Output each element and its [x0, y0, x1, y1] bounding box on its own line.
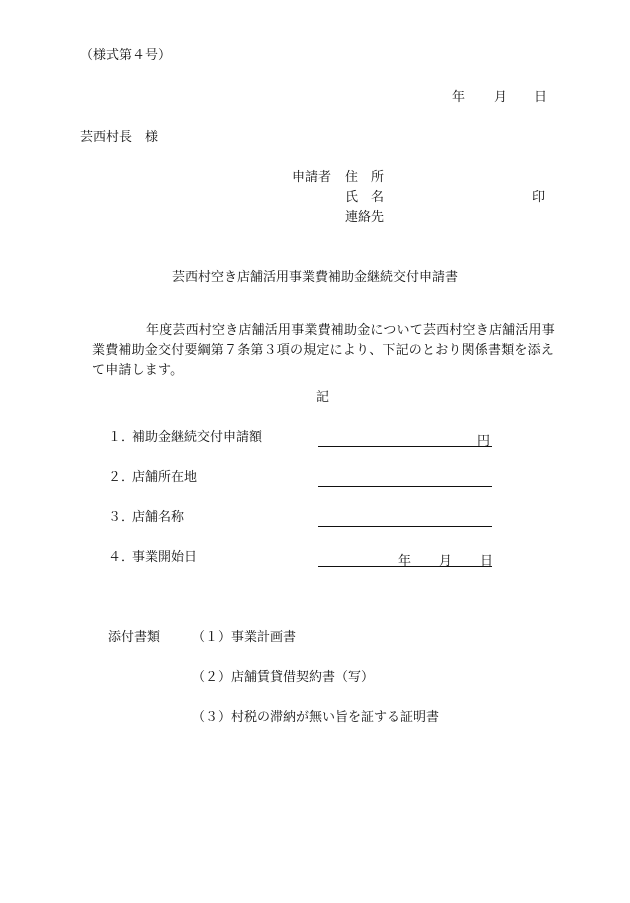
attachment-item: （２）店舗賃貸借契約書（写） — [192, 670, 375, 685]
name-label: 氏 名 — [345, 190, 385, 205]
item-number: １． — [108, 430, 135, 445]
date-year-label: 年 — [452, 90, 466, 105]
item-label-business-start-date: 事業開始日 — [132, 550, 198, 565]
applicant-label: 申請者 — [292, 170, 332, 185]
ki-heading: 記 — [316, 390, 330, 405]
attachment-item: （１）事業計画書 — [192, 630, 297, 645]
attachment-item: （３）村税の滞納が無い旨を証する証明書 — [192, 710, 440, 725]
store-name-field[interactable] — [318, 510, 492, 527]
body-paragraph: 年度芸西村空き店舗活用事業費補助金について芸西村空き店舗活用事業費補助金交付要綱第７条第３項の規定により、下記のとおり関係書類を添えて申請します。 — [92, 323, 555, 378]
start-day-label: 日 — [480, 554, 494, 569]
item-number: ３． — [108, 510, 135, 525]
seal-mark: 印 — [532, 190, 546, 205]
item-number: ２． — [108, 470, 135, 485]
start-month-label: 月 — [439, 554, 453, 569]
item-label-store-name: 店舗名称 — [132, 510, 185, 525]
contact-label: 連絡先 — [345, 210, 385, 225]
form-number: （様式第４号） — [80, 48, 172, 63]
start-year-label: 年 — [398, 554, 412, 569]
date-day-label: 日 — [534, 90, 548, 105]
address-label: 住 所 — [345, 170, 385, 185]
grant-amount-field[interactable] — [318, 430, 492, 447]
document-title: 芸西村空き店舗活用事業費補助金継続交付申請書 — [172, 270, 459, 285]
yen-suffix: 円 — [476, 434, 490, 449]
item-label-grant-amount: 補助金継続交付申請額 — [132, 430, 263, 445]
date-month-label: 月 — [494, 90, 508, 105]
item-label-store-location: 店舗所在地 — [132, 470, 198, 485]
addressee: 芸西村長 様 — [80, 130, 159, 145]
item-number: ４． — [108, 550, 135, 565]
business-start-date-field[interactable] — [318, 550, 492, 567]
store-location-field[interactable] — [318, 470, 492, 487]
attachments-label: 添付書類 — [108, 630, 161, 645]
